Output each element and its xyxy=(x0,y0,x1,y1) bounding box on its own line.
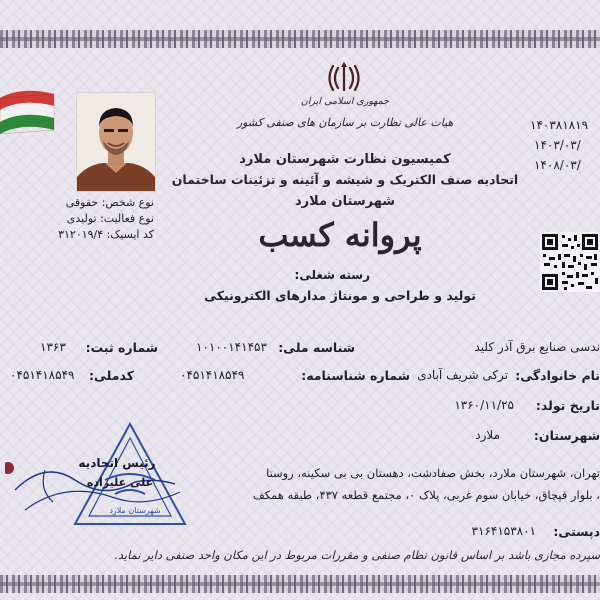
id-no-value: ۰۴۵۱۴۱۸۵۴۹ xyxy=(180,368,245,382)
postal-value: ۰۴۵۱۴۱۸۵۴۹ xyxy=(10,368,75,382)
family-label: نام خانوادگی: xyxy=(515,368,600,383)
date-2: ۱۴۰۳/۰۳/ xyxy=(534,138,581,152)
date-1: ۱۴۰۳۸۱۸۱۹ xyxy=(530,118,589,132)
reg-no-label: شماره ثبت: xyxy=(85,340,158,355)
activity-type: نوع فعالیت: تولیدی xyxy=(66,212,154,225)
birth-label: تاریخ تولد: xyxy=(535,398,600,413)
company-name: ندسی صنایع برق آذر کلید xyxy=(474,340,600,354)
signature-title: رئیس اتحادیه xyxy=(78,456,156,470)
postal-code-label: دپستی: xyxy=(553,524,600,539)
org-label: هیات عالی نظارت بر سازمان های صنفی کشور xyxy=(236,116,454,129)
person-type: نوع شخص: حقوقی xyxy=(65,196,154,209)
qr-code-icon xyxy=(540,232,600,292)
city-label: شهرستان: xyxy=(533,428,600,443)
iran-flag-icon xyxy=(0,84,62,136)
city-value: ملارد xyxy=(475,428,500,442)
city-header: شهرستان ملارد xyxy=(294,194,396,209)
national-id-value: ۱۰۱۰۰۱۴۱۴۵۳ xyxy=(196,340,267,354)
occupation-value: تولید و طراحی و مونتاژ مدارهای الکترونیکی xyxy=(204,288,476,303)
signature-name: علی علیزاده xyxy=(86,476,154,489)
portrait-icon xyxy=(77,93,155,191)
reg-no-value: ۱۳۶۳ xyxy=(40,340,66,354)
family-value: ترکی شریف آبادی xyxy=(417,368,508,382)
avatar xyxy=(76,92,156,192)
isic-code: کد ایسیک: ۳۱۲۰۱۹/۴ xyxy=(58,228,154,241)
iran-emblem-icon xyxy=(326,60,362,94)
id-no-label: شماره شناسنامه: xyxy=(301,368,410,383)
address-line-2: ، بلوار قپچاق، خیابان سوم غربی، پلاک ۰، مجتمع قطعه ۴۳۷، طبقه همکف xyxy=(252,488,600,502)
occupation-label: رسته شغلی: xyxy=(294,268,370,282)
republic-label: جمهوری اسلامی ایران xyxy=(300,96,390,107)
decorative-border-bottom xyxy=(0,575,600,593)
birth-value: ۱۳۶۰/۱۱/۲۵ xyxy=(454,398,514,412)
page-title: پروانه کسب xyxy=(258,216,422,254)
stamp-text: شهرستان ملارد xyxy=(109,506,161,515)
postal-code-value: ۳۱۶۴۱۵۳۸۰۱ xyxy=(471,524,536,538)
postal-label: کدملی: xyxy=(89,368,134,383)
address-line-1: تهران، شهرستان ملارد، بخش صفادشت، دهستان بی بی سکینه، روستا xyxy=(266,466,600,480)
union-label: اتحادیه صنف الکتریک و شیشه و آئینه و تزئینات ساختمان xyxy=(171,172,519,187)
commission-label: کمیسیون نظارت شهرستان ملارد xyxy=(239,152,451,167)
date-3: ۱۴۰۸/۰۳/ xyxy=(534,158,581,172)
national-id-label: شناسه ملی: xyxy=(278,340,355,355)
footer-note: سپرده مجازی باشد بر اساس قانون نظام صنفی و مقررات مربوط در این مکان واحد صنفی دایر نماید. xyxy=(114,548,600,562)
decorative-border-top xyxy=(0,30,600,48)
